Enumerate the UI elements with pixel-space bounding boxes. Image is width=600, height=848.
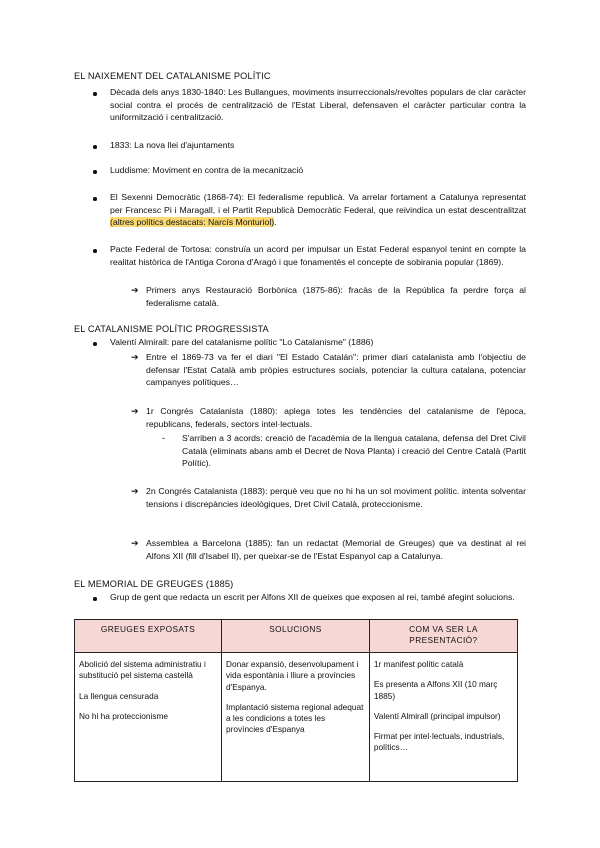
section-heading-naixement: EL NAIXEMENT DEL CATALANISME POLÍTIC	[74, 71, 271, 81]
table-row	[75, 653, 518, 782]
bullet-marker	[93, 92, 97, 96]
sentence-end: .	[274, 217, 277, 228]
bullet-marker	[93, 342, 97, 346]
dash-marker: -	[162, 433, 165, 443]
sexenni-text: El Sexenni Democràtic (1868-74): El federalisme republicà. Va arrelar fortament a Catalunya representat per Francesc Pi i Maragall, i el Partit Republicà Democràtic Federal, que reivindica un estat descentralitzat	[110, 192, 526, 215]
arrow-right-icon: ➔	[131, 486, 139, 496]
bullet-marker	[93, 249, 97, 253]
sub-list-item: Entre el 1869-73 va fer el diari "El Estado Catalán": primer diari catalanista amb l'objectiu de defensar l'Estat Català amb pròpies estructures socials, potenciar la cultura catalana, potenciar campanyes polítiques…	[146, 352, 526, 388]
list-item: 1833: La nova llei d'ajuntaments	[110, 140, 235, 150]
table-header: GREUGES EXPOSATS	[75, 620, 222, 653]
section-heading-progressista: EL CATALANISME POLÍTIC PROGRESSISTA	[74, 324, 269, 334]
cell-text: Abolició del sistema administratiu i substitució pel sistema castellà	[79, 659, 206, 681]
cell-text: Es presenta a Alfons XII (10 març 1885)	[373, 679, 498, 701]
cell-text: Implantació sistema regional adequat a les condicions a totes les províncies d'Espanya	[226, 701, 364, 735]
table-cell-presentacio	[369, 653, 517, 782]
bullet-marker	[93, 170, 97, 174]
arrow-right-icon: ➔	[131, 285, 139, 295]
sub-sub-list-item: S'arriben a 3 acords: creació de l'acadèmia de la llengua catalana, defensa del Dret Civil Català (eliminats abans amb el Decret de Nova Planta) i creació del Centre Català (Partit Polític).	[182, 433, 526, 469]
sub-list-item: 2n Congrés Catalanista (1883): perquè veu que no hi ha un sol moviment polític. intenta solventar tensions i discrepàncies ideològiques, Dret Civil Català, proteccionisme.	[146, 486, 526, 509]
list-item: Dècada dels anys 1830-1840: Les Bullangues, moviments insurreccionals/revoltes populars de clar caràcter social contra el procés de centralització de l'Estat Liberal, defensaven el caràcter particular contra la uniformització i centralització.	[110, 87, 526, 123]
arrow-right-icon: ➔	[131, 538, 139, 548]
arrow-right-icon: ➔	[131, 406, 139, 416]
list-item: Valentí Almirall: pare del catalanisme polític "Lo Catalanisme" (1886)	[110, 337, 374, 347]
sub-list-item: Assemblea a Barcelona (1885): fan un redactat (Memorial de Greuges) que va destinat al rei Alfons XII (fill d'Isabel II), per queixar-se de l'Estat Espanyol cap a Catalunya.	[146, 538, 526, 561]
cell-text: 1r manifest polític català	[373, 659, 464, 669]
bullet-marker	[93, 597, 97, 601]
cell-text: No hi ha proteccionisme	[79, 710, 169, 721]
table-header-row	[75, 620, 518, 653]
arrow-right-icon: ➔	[131, 352, 139, 362]
cell-text: La llengua censurada	[79, 690, 159, 701]
sub-list-item: Primers anys Restauració Borbònica (1875-86): fracàs de la República fa perdre força al federalisme català.	[146, 285, 526, 308]
list-item-sexenni	[110, 191, 526, 229]
section-heading-memorial: EL MEMORIAL DE GREUGES (1885)	[74, 579, 234, 589]
cell-text: Firmat per intel·lectuals, industrials, polítics…	[373, 731, 505, 753]
list-item: Luddisme: Moviment en contra de la mecanització	[110, 165, 304, 175]
table-cell-solucions	[222, 653, 370, 782]
cell-text: Valentí Almirall (principal impulsor)	[373, 710, 501, 721]
memorial-table	[74, 619, 518, 782]
bullet-marker	[93, 145, 97, 149]
sub-list-item: 1r Congrés Catalanista (1880): aplega totes les tendències del catalanisme de l'època, republicans, federals, sectors intel·lectuals.	[146, 406, 526, 429]
list-item: Pacte Federal de Tortosa: construïa un acord per impulsar un Estat Federal espanyol tenint en compte la realitat històrica de l'Antiga Corona d'Aragó i que fonamentés el concepte de sobirania popular (1869).	[110, 244, 526, 267]
bullet-marker	[93, 197, 97, 201]
cell-text: Donar expansió, desenvolupament i vida espontània i lliure a províncies d'Espanya.	[226, 659, 359, 692]
table-header: COM VA SER LA PRESENTACIÓ?	[369, 620, 517, 653]
highlighted-text: (altres polítics destacats: Narcís Monturiol)	[110, 217, 275, 228]
list-item: Grup de gent que redacta un escrit per Alfons XII de queixes que exposen al rei, també afegint solucions.	[110, 592, 515, 602]
table-header: SOLUCIONS	[222, 620, 370, 653]
table-cell-greuges	[75, 653, 222, 782]
